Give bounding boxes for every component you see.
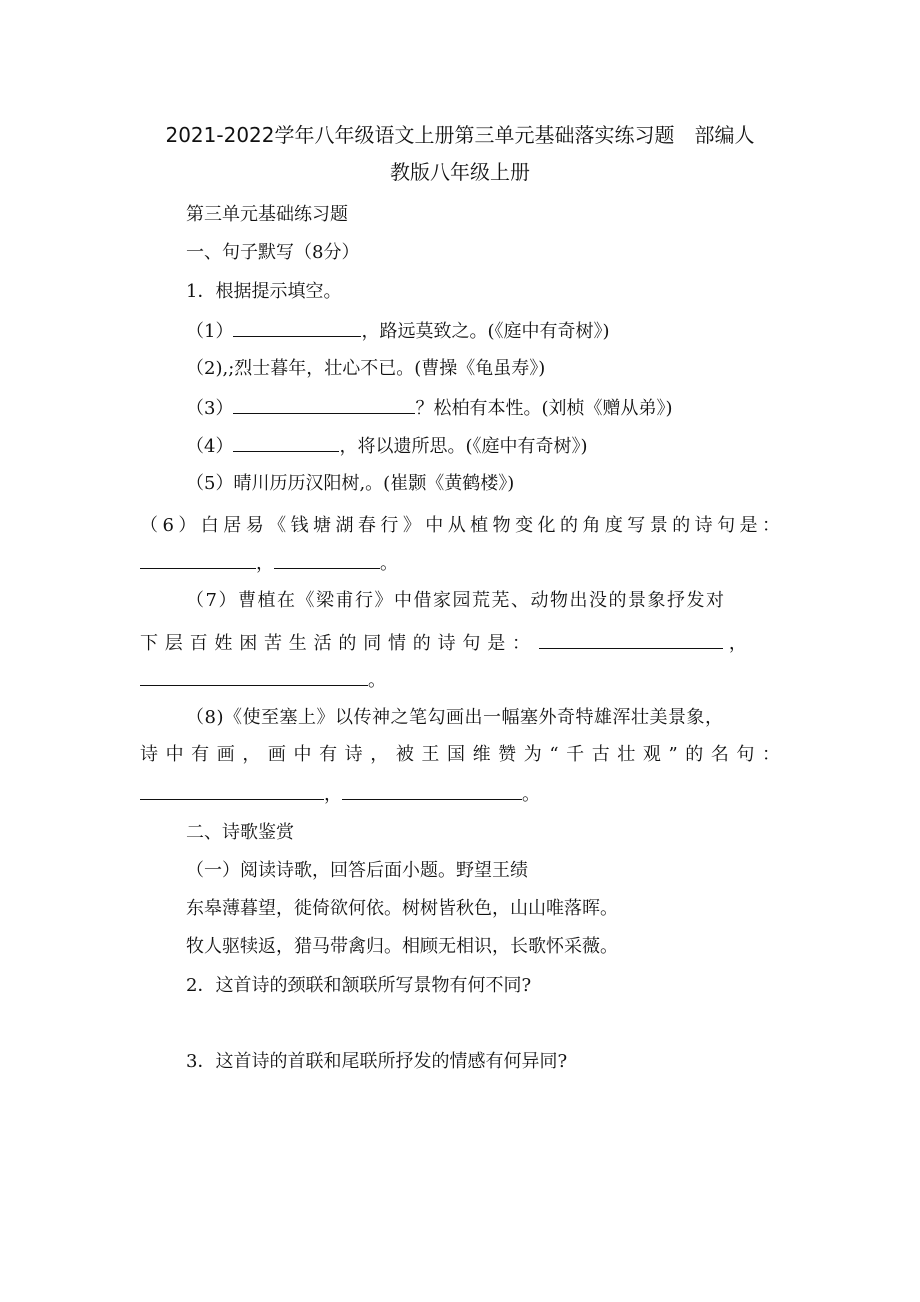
item-8-end: 。 bbox=[522, 784, 540, 805]
item-4-text: ，将以遗所思。(《庭中有奇树》) bbox=[339, 436, 588, 457]
item-3-text: ？松柏有本性。(刘桢《赠从弟》) bbox=[415, 398, 673, 419]
item-7-prompt: 下层百姓困苦生活的同情的诗句是： bbox=[140, 633, 537, 654]
answer-blank-8b[interactable] bbox=[342, 782, 522, 800]
answer-blank-6a[interactable] bbox=[140, 551, 256, 569]
item-1 bbox=[186, 319, 610, 344]
answer-blank-8a[interactable] bbox=[140, 782, 324, 800]
poem-line-1: 东皋薄暮望，徙倚欲何依。树树皆秋色，山山唯落晖。 bbox=[186, 898, 618, 919]
item-7-line-2 bbox=[140, 631, 780, 656]
answer-blank-1[interactable] bbox=[233, 319, 361, 337]
answer-blank-6b[interactable] bbox=[274, 551, 380, 569]
document-title-line-1: 2021-2022学年八年级语文上册第三单元基础落实练习题 部编人 bbox=[165, 123, 755, 147]
document-title-line-2: 教版八年级上册 bbox=[390, 160, 530, 184]
item-4 bbox=[186, 434, 588, 459]
item-1-text: ，路远莫致之。(《庭中有奇树》) bbox=[361, 321, 610, 342]
item-7-line-1: （7）曹植在《梁甫行》中借家园荒芜、动物出没的景象抒发对 bbox=[186, 590, 726, 611]
item-7-separator: ， bbox=[728, 633, 747, 654]
item-3-number: （3） bbox=[186, 398, 234, 419]
item-6-separator: ， bbox=[256, 553, 274, 574]
item-2: （2),;烈士暮年，壮心不已。(曹操《龟虽寿》) bbox=[186, 358, 546, 379]
item-1-number: （1） bbox=[186, 321, 234, 342]
intro-heading: 第三单元基础练习题 bbox=[186, 204, 348, 225]
item-6-line-1: （6）白居易《钱塘湖春行》中从植物变化的角度写景的诗句是： bbox=[140, 515, 780, 536]
item-8-line-3 bbox=[140, 782, 540, 807]
item-8-separator: ， bbox=[324, 784, 342, 805]
section-1-heading: 一、句子默写（8分） bbox=[186, 242, 360, 263]
item-7-end: 。 bbox=[368, 670, 386, 691]
item-6-end: 。 bbox=[380, 553, 398, 574]
item-4-number: （4） bbox=[186, 436, 234, 457]
item-6-line-2 bbox=[140, 551, 398, 576]
answer-blank-3[interactable] bbox=[233, 396, 415, 414]
answer-blank-7b[interactable] bbox=[140, 668, 368, 686]
item-7-line-3 bbox=[140, 668, 386, 693]
item-5: （5）晴川历历汉阳树,。(崔颢《黄鹤楼》) bbox=[186, 473, 515, 494]
answer-blank-7a[interactable] bbox=[539, 631, 723, 649]
question-3: 3．这首诗的首联和尾联所抒发的情感有何异同? bbox=[186, 1051, 568, 1072]
section-2-heading: 二、诗歌鉴赏 bbox=[186, 822, 294, 843]
item-8-line-1: （8)《使至塞上》以传神之笔勾画出一幅塞外奇特雄浑壮美景象， bbox=[186, 707, 724, 728]
section-2-subheading: （一）阅读诗歌，回答后面小题。野望王绩 bbox=[186, 860, 528, 881]
item-3 bbox=[186, 396, 673, 421]
poem-line-2: 牧人驱犊返，猎马带禽归。相顾无相识，长歌怀采薇。 bbox=[186, 936, 618, 957]
question-2: 2．这首诗的颈联和颔联所写景物有何不同? bbox=[186, 975, 532, 996]
item-8-line-2: 诗中有画，画中有诗，被王国维赞为“千古壮观”的名句： bbox=[140, 744, 780, 765]
answer-blank-4[interactable] bbox=[233, 434, 339, 452]
question-1: 1．根据提示填空。 bbox=[186, 281, 342, 302]
